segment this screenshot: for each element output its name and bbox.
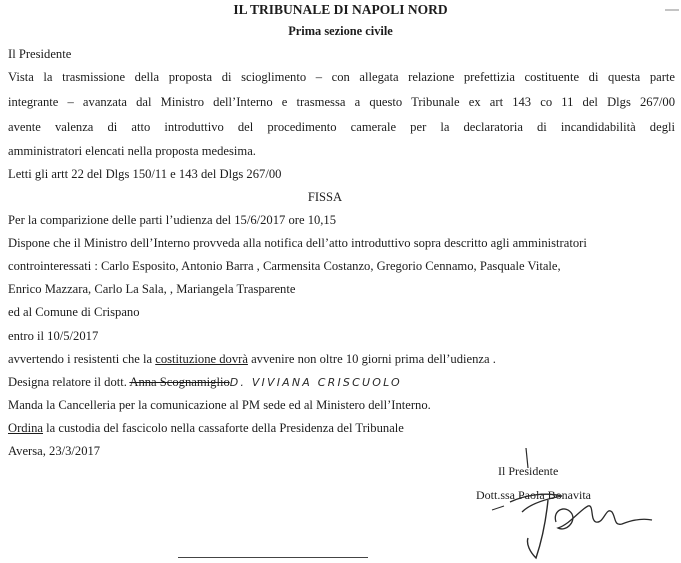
place-date-line: Aversa, 23/3/2017 — [8, 444, 101, 458]
ordina-line — [8, 420, 404, 436]
dispone-line-3: Enrico Mazzara, Carlo La Sala, , Mariangela Trasparente — [8, 282, 296, 296]
dispone-line-2: controinteressati : Carlo Esposito, Antonio Barra , Carmensita Costanzo, Gregorio Cennamo, Pasquale Vitale, — [8, 259, 561, 273]
avvertendo-suffix: avvenire non oltre 10 giorni prima dell’udienza . — [247, 352, 496, 366]
designa-struck-name: Anna Scognamiglio — [129, 375, 230, 389]
handwritten-signature — [470, 440, 680, 563]
dispone-line-4: ed al Comune di Crispano — [8, 305, 140, 319]
ordina-word: Ordina — [8, 421, 43, 435]
comparizione-line: Per la comparizione delle parti l’udienza del 15/6/2017 ore 10,15 — [8, 213, 337, 227]
fissa-heading: FISSA — [307, 190, 343, 204]
section-subtitle: Prima sezione civile — [288, 24, 393, 38]
designa-handwritten-name: D. VIVIANA CRISCUOLO — [229, 376, 402, 389]
opening-line: Il Presidente — [8, 47, 72, 61]
designa-line — [8, 374, 402, 391]
court-title: IL TRIBUNALE DI NAPOLI NORD — [233, 2, 448, 17]
ordina-rest: la custodia del fascicolo nella cassaforte della Presidenza del Tribunale — [42, 421, 404, 435]
manda-line: Manda la Cancelleria per la comunicazione al PM sede ed al Ministero dell’Interno. — [8, 398, 431, 412]
avvertendo-underlined: costituzione dovrà — [155, 352, 248, 366]
bottom-rule — [178, 557, 368, 558]
designa-prefix: Designa relatore il dott. — [8, 375, 130, 389]
vista-line-2: integrante – avanzata dal Ministro dell’Interno e trasmessa a questo Tribunale ex art 143 co 11 del Dlgs 267/00 — [8, 95, 675, 109]
vista-line-3: avente valenza di atto introduttivo del procedimento camerale per la declaratoria di incandidabilità degli — [8, 120, 675, 134]
avvertendo-prefix: avvertendo i resistenti che la — [8, 352, 156, 366]
signature-name: Dott.ssa Paola Bonavita — [476, 488, 591, 502]
avvertendo-line — [8, 351, 496, 367]
vista-line-4: amministratori elencati nella proposta medesima. — [8, 144, 256, 158]
letti-line: Letti gli artt 22 del Dlgs 150/11 e 143 del Dlgs 267/00 — [8, 167, 282, 181]
vista-line-1: Vista la trasmissione della proposta di scioglimento – con allegata relazione prefettizia costituente di questa parte — [8, 70, 675, 84]
dispone-line-5: entro il 10/5/2017 — [8, 329, 99, 343]
dispone-line-1: Dispone che il Ministro dell’Interno provveda alla notifica dell’atto introduttivo sopra descritto agli amministratori — [8, 236, 587, 250]
signature-role: Il Presidente — [498, 464, 559, 478]
